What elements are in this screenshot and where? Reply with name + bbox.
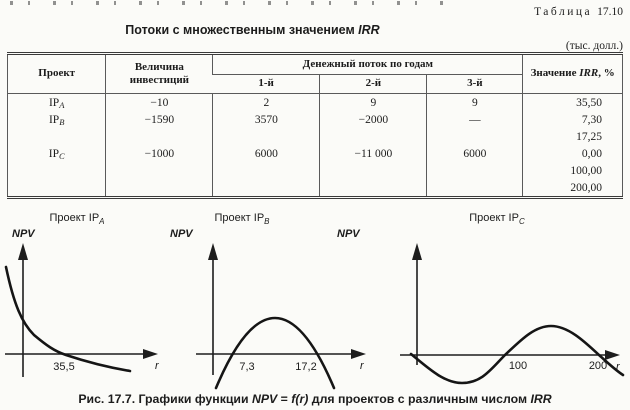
col-header-investment: Величина инвестиций xyxy=(106,54,213,94)
cell-year1 xyxy=(213,162,320,179)
chart-ipc xyxy=(337,212,623,383)
project-code: IP xyxy=(48,147,59,160)
cell-irr: 100,00 xyxy=(523,162,623,179)
caption-eq: = xyxy=(277,392,292,406)
irr-root-label: 7,3 xyxy=(239,361,255,373)
chart-title-text: Проект IP xyxy=(214,212,265,224)
cell-year2 xyxy=(320,162,427,179)
cell-irr: 7,30 xyxy=(523,111,623,128)
npv-axis-label: NPV xyxy=(12,228,35,240)
table-ref-word: Таблица xyxy=(534,6,593,18)
cell-year1: 3570 xyxy=(213,111,320,128)
col-header-cashflow-group: Денежный поток по годам xyxy=(213,54,523,75)
irr-table xyxy=(7,52,623,199)
cell-year1: 6000 xyxy=(213,145,320,162)
caption-npv: NPV xyxy=(251,392,278,406)
cell-project xyxy=(8,128,106,145)
table-title xyxy=(0,23,505,37)
table-row xyxy=(8,179,623,198)
r-axis-label: r xyxy=(360,360,364,372)
chart-title-subscript: C xyxy=(518,217,525,226)
irr-header-text: Значение xyxy=(530,67,580,80)
irr-root-label: 200 xyxy=(588,360,608,372)
irr-header-emph: IRR xyxy=(579,67,599,80)
cell-year1 xyxy=(213,179,320,198)
npv-curve xyxy=(216,318,334,388)
irr-root-label: 35,5 xyxy=(53,361,75,373)
chart-title-text: Проект IP xyxy=(49,212,100,224)
project-subscript: B xyxy=(59,117,65,127)
cell-investment: −1000 xyxy=(106,145,213,162)
cell-investment xyxy=(106,128,213,145)
cell-year3 xyxy=(427,179,523,198)
cell-year1: 2 xyxy=(213,94,320,112)
caption-prefix: Рис. 17.7. Графики функции xyxy=(78,392,252,406)
cell-year2: 9 xyxy=(320,94,427,112)
cell-year2: −2000 xyxy=(320,111,427,128)
cell-year3: 9 xyxy=(427,94,523,112)
cell-year2 xyxy=(320,128,427,145)
table-row xyxy=(8,111,623,128)
x-axis-arrow-icon xyxy=(143,349,158,359)
chart-ipa-title xyxy=(49,212,104,226)
figure-caption xyxy=(0,392,630,406)
x-axis-arrow-icon xyxy=(351,349,366,359)
cell-investment: −10 xyxy=(106,94,213,112)
cell-project xyxy=(8,111,106,128)
col-header-irr xyxy=(523,54,623,94)
table-row xyxy=(8,94,623,112)
cell-irr: 200,00 xyxy=(523,179,623,198)
caption-middle: для проектов с различным числом xyxy=(308,392,531,406)
cell-investment xyxy=(106,162,213,179)
chart-title-subscript: A xyxy=(99,217,105,226)
table-title-text: Потоки с множественным значением xyxy=(125,23,359,37)
y-axis-arrow-icon xyxy=(208,243,218,260)
chart-title-subscript: B xyxy=(264,217,270,226)
r-axis-label: r xyxy=(616,361,620,373)
cell-year3 xyxy=(427,162,523,179)
irr-root-label: 100 xyxy=(508,360,528,372)
project-code: IP xyxy=(48,113,60,126)
table-reference-label xyxy=(534,6,623,18)
table-row xyxy=(8,128,623,145)
cell-investment: −1590 xyxy=(106,111,213,128)
cell-year3: — xyxy=(427,111,523,128)
caption-fr: f(r) xyxy=(291,392,309,406)
npv-axis-label: NPV xyxy=(170,228,193,240)
cell-project xyxy=(8,162,106,179)
cell-irr: 0,00 xyxy=(523,145,623,162)
cell-year1 xyxy=(213,128,320,145)
chart-ipa xyxy=(5,212,160,377)
table-title-irr: IRR xyxy=(358,23,380,37)
cell-irr: 17,25 xyxy=(523,128,623,145)
table-ref-number: 17.10 xyxy=(597,6,623,18)
project-subscript: C xyxy=(58,151,65,161)
project-subscript: A xyxy=(59,100,65,110)
cell-year2: −11 000 xyxy=(320,145,427,162)
col-header-year3: 3-й xyxy=(427,75,523,94)
col-header-year2: 2-й xyxy=(320,75,427,94)
cell-year3 xyxy=(427,128,523,145)
cell-investment xyxy=(106,179,213,198)
cropped-text-fragments xyxy=(10,1,450,5)
irr-header-suffix: , % xyxy=(598,67,615,80)
table-row xyxy=(8,145,623,162)
col-header-year1: 1-й xyxy=(258,77,274,90)
col-header-project: Проект xyxy=(38,67,76,80)
project-code: IP xyxy=(48,96,60,109)
table-row xyxy=(8,162,623,179)
cell-project xyxy=(8,94,106,112)
units-note: (тыс. долл.) xyxy=(565,40,623,52)
npv-curve xyxy=(6,267,130,371)
y-axis-arrow-icon xyxy=(412,243,422,260)
chart-ipc-title xyxy=(469,212,525,226)
r-axis-label: r xyxy=(155,360,159,372)
cell-irr: 35,50 xyxy=(523,94,623,112)
npv-axis-label: NPV xyxy=(337,228,360,240)
cell-year3: 6000 xyxy=(427,145,523,162)
y-axis-arrow-icon xyxy=(18,243,28,260)
chart-title-text: Проект IP xyxy=(469,212,519,224)
irr-root-label: 17,2 xyxy=(295,361,317,373)
cell-year2 xyxy=(320,179,427,198)
chart-ipb-title xyxy=(214,212,270,226)
x-axis-arrow-icon xyxy=(605,350,620,360)
cell-project xyxy=(8,179,106,198)
npv-charts-figure xyxy=(0,205,630,390)
cell-project xyxy=(8,145,106,162)
caption-irr: IRR xyxy=(530,392,552,406)
